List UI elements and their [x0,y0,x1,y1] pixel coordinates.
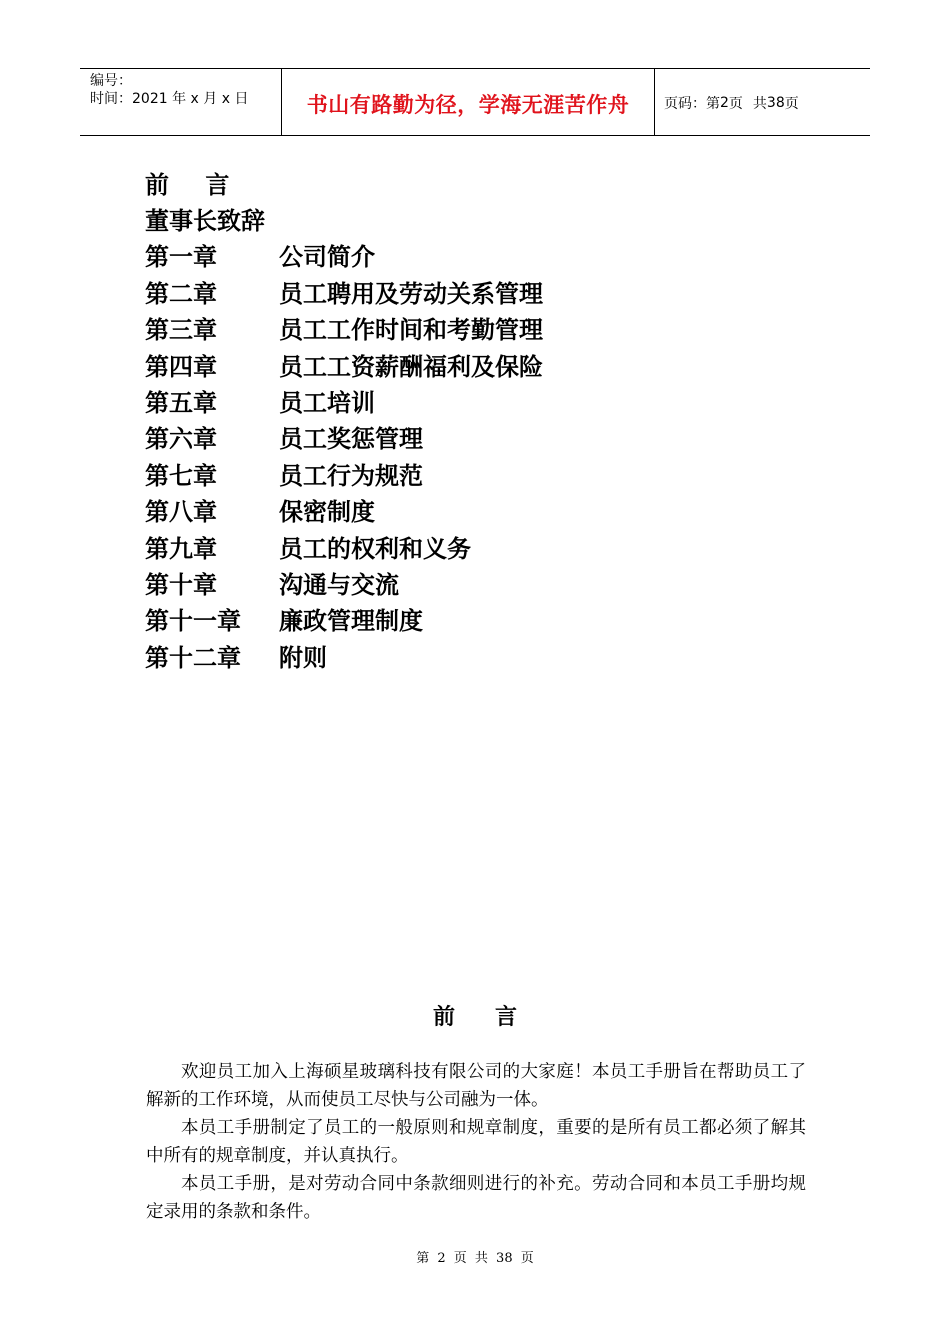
toc-title: 附则 [279,643,327,672]
preface-body [146,1058,806,1226]
header-motto-cell [282,69,655,135]
toc-item[interactable] [145,637,543,673]
toc-item[interactable] [145,200,543,236]
toc-item[interactable] [145,164,543,200]
page-info-mid: 页 [728,96,743,112]
toc-chapter: 第五章 [145,389,217,418]
toc-title: 员工工资薪酬福利及保险 [279,352,543,381]
toc-title: 员工聘用及劳动关系管理 [279,279,543,308]
toc-item[interactable] [145,346,543,382]
toc-title: 员工工作时间和考勤管理 [279,316,543,345]
page-footer: 第 2 页 共 38 页 [416,1251,534,1266]
page-info-current: 2 [720,95,729,111]
toc-chapter: 第六章 [145,425,217,454]
page-info-prefix: 页码：第 [664,96,720,112]
toc-title: 员工行为规范 [279,461,423,490]
header-motto: 书山有路勤为径，学海无涯苦作舟 [306,93,630,117]
toc-title: 员工的权利和义务 [279,534,471,563]
toc-title: 员工培训 [279,389,375,418]
toc-chapter: 第七章 [145,461,217,490]
toc-title: 公司简介 [279,243,375,272]
toc-chapter: 第一章 [145,243,217,272]
toc-item[interactable] [145,273,543,309]
toc-chapter: 第十章 [145,570,217,599]
page-header [80,68,870,136]
document-date: 时间：2021 年 x 月 x 日 [90,91,249,107]
preface-paragraph: 欢迎员工加入上海硕星玻璃科技有限公司的大家庭！本员工手册旨在帮助员工了解新的工作环境，从而使员工尽快与公司融为一体。 [146,1062,806,1110]
page-info-total-prefix: 共 [752,96,767,112]
preface-paragraph: 本员工手册，是对劳动合同中条款细则进行的补充。劳动合同和本员工手册均规定录用的条款和条件。 [146,1174,806,1222]
toc-title: 保密制度 [279,498,375,527]
toc-title: 员工奖惩管理 [279,425,423,454]
toc-item[interactable] [145,419,543,455]
toc-item[interactable] [145,310,543,346]
toc-item[interactable] [145,455,543,491]
toc-chapter: 第九章 [145,534,217,563]
toc-chapter: 第三章 [145,316,217,345]
toc-item[interactable] [145,492,543,528]
toc-chapter: 董事长致辞 [145,207,265,236]
page-info-total: 38 [766,95,785,111]
toc-item[interactable] [145,237,543,273]
document-number-label: 编号： [90,73,132,89]
toc-item[interactable] [145,528,543,564]
toc-item[interactable] [145,382,543,418]
toc-chapter: 第八章 [145,498,217,527]
toc-chapter: 第十一章 [145,607,241,636]
toc-item[interactable] [145,564,543,600]
toc-item[interactable] [145,601,543,637]
page-info-suffix: 页 [784,96,799,112]
toc-title: 沟通与交流 [279,570,399,599]
header-page-cell [655,69,870,135]
toc-chapter: 前 言 [145,170,244,199]
preface-heading: 前言 [432,1005,557,1030]
preface-paragraph: 本员工手册制定了员工的一般原则和规章制度，重要的是所有员工都必须了解其中所有的规章制度，并认真执行。 [146,1118,806,1166]
header-meta-cell [80,69,282,135]
table-of-contents [145,164,543,673]
toc-chapter: 第十二章 [145,643,241,672]
toc-chapter: 第四章 [145,352,217,381]
toc-chapter: 第二章 [145,279,217,308]
toc-title: 廉政管理制度 [279,607,423,636]
